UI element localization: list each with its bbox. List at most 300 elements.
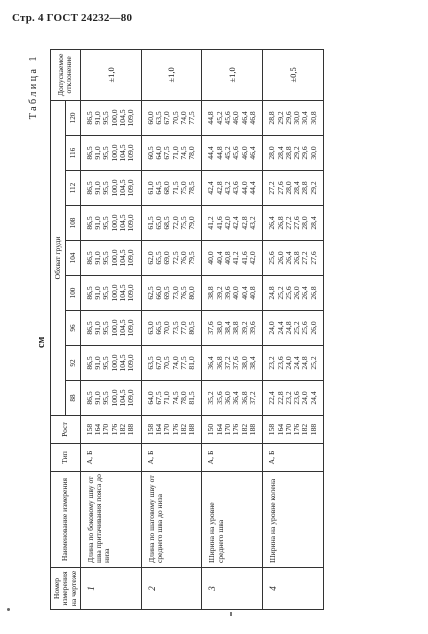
value: 74,0 xyxy=(178,111,188,125)
value: 72,5 xyxy=(170,251,180,265)
value: 76,0 xyxy=(178,251,188,265)
tolerance-cell: ±1,0 xyxy=(80,49,141,100)
value: 60,0 xyxy=(145,111,155,125)
value: 71,0 xyxy=(162,391,172,405)
value: 28,0 xyxy=(300,216,310,230)
col-header-tolerance: Допускаемое отклонение xyxy=(51,49,81,100)
value: 43,2 xyxy=(247,216,257,230)
height-value: 188 xyxy=(247,423,257,436)
value: 86,5 xyxy=(84,321,94,335)
value: 64,0 xyxy=(145,391,155,405)
value: 65,0 xyxy=(153,216,163,230)
value: 28,8 xyxy=(267,111,277,125)
value: 26,0 xyxy=(275,251,285,265)
value-cell xyxy=(80,171,141,206)
value-cell xyxy=(263,171,324,206)
value: 24,4 xyxy=(292,356,302,370)
value: 95,5 xyxy=(101,356,111,370)
value: 67,5 xyxy=(162,146,172,160)
value: 73,0 xyxy=(170,286,180,300)
height-value: 170 xyxy=(223,423,233,436)
value: 22,8 xyxy=(275,391,285,405)
value-cell xyxy=(141,241,202,276)
value: 104,5 xyxy=(118,144,128,162)
value: 40,8 xyxy=(247,286,257,300)
value: 104,5 xyxy=(118,319,128,337)
value-cell xyxy=(263,381,324,416)
value: 91,0 xyxy=(93,111,103,125)
value: 95,5 xyxy=(101,321,111,335)
value: 100,0 xyxy=(109,389,119,407)
value: 77,5 xyxy=(187,111,197,125)
value: 36,4 xyxy=(231,391,241,405)
height-value: 170 xyxy=(101,423,111,436)
value: 27,6 xyxy=(292,216,302,230)
table-row xyxy=(202,49,263,609)
value: 80,0 xyxy=(187,286,197,300)
value: 28,0 xyxy=(283,181,293,195)
value: 36,4 xyxy=(206,356,216,370)
size-table xyxy=(50,49,324,610)
value: 29,2 xyxy=(275,111,285,125)
value-cell xyxy=(141,311,202,346)
value: 86,5 xyxy=(84,391,94,405)
value: 91,0 xyxy=(93,146,103,160)
value: 69,5 xyxy=(162,286,172,300)
value: 104,5 xyxy=(118,249,128,267)
value: 73,5 xyxy=(170,321,180,335)
height-value: 176 xyxy=(292,423,302,436)
value: 104,5 xyxy=(118,179,128,197)
value: 71,5 xyxy=(170,181,180,195)
height-value: 150 xyxy=(206,423,216,436)
value: 63,5 xyxy=(153,111,163,125)
value: 100,0 xyxy=(109,109,119,127)
value: 42,0 xyxy=(223,216,233,230)
value: 29,6 xyxy=(300,146,310,160)
height-value: 182 xyxy=(239,423,249,436)
value: 25,6 xyxy=(300,321,310,335)
value: 109,0 xyxy=(126,214,136,232)
value-cell xyxy=(202,311,263,346)
value-cell xyxy=(263,311,324,346)
value-cell xyxy=(202,346,263,381)
value-cell xyxy=(202,100,263,135)
value: 24,0 xyxy=(267,321,277,335)
value: 46,8 xyxy=(247,111,257,125)
value: 44,8 xyxy=(206,111,216,125)
value: 41,6 xyxy=(239,251,249,265)
height-value: 176 xyxy=(109,423,119,436)
value: 79,5 xyxy=(187,251,197,265)
value: 28,4 xyxy=(275,146,285,160)
value: 29,2 xyxy=(292,146,302,160)
value: 38,0 xyxy=(214,321,224,335)
value: 74,5 xyxy=(170,391,180,405)
value: 60,5 xyxy=(145,146,155,160)
height-value: 164 xyxy=(275,423,285,436)
height-value: 182 xyxy=(118,423,128,436)
value: 61,5 xyxy=(145,216,155,230)
value: 24,4 xyxy=(308,391,318,405)
value-cell xyxy=(263,276,324,311)
value: 78,0 xyxy=(178,391,188,405)
value: 109,0 xyxy=(126,249,136,267)
value: 38,8 xyxy=(206,286,216,300)
chest-size: 100 xyxy=(65,276,80,311)
value: 30,0 xyxy=(308,146,318,160)
value: 26,4 xyxy=(267,216,277,230)
value: 36,8 xyxy=(214,356,224,370)
value: 104,5 xyxy=(118,214,128,232)
value: 30,8 xyxy=(308,111,318,125)
value: 104,5 xyxy=(118,354,128,372)
col-header-name: Наименование измерения xyxy=(51,472,81,568)
value: 38,4 xyxy=(247,356,257,370)
value: 95,5 xyxy=(101,216,111,230)
value: 71,0 xyxy=(170,146,180,160)
measurement-name: Длина по шаговому шву от среднего шва до низа xyxy=(141,472,202,568)
value: 39,6 xyxy=(247,321,257,335)
value: 37,2 xyxy=(247,391,257,405)
value-cell xyxy=(202,381,263,416)
value: 62,0 xyxy=(145,251,155,265)
measurement-number: 2 xyxy=(141,568,202,610)
value: 70,5 xyxy=(162,356,172,370)
value: 104,5 xyxy=(118,109,128,127)
value: 95,5 xyxy=(101,146,111,160)
chest-size: 104 xyxy=(65,241,80,276)
value: 86,5 xyxy=(84,251,94,265)
value: 40,4 xyxy=(214,251,224,265)
value: 43,2 xyxy=(223,181,233,195)
value: 77,5 xyxy=(178,356,188,370)
value: 95,5 xyxy=(101,391,111,405)
value: 25,2 xyxy=(292,321,302,335)
value: 42,4 xyxy=(206,181,216,195)
value: 63,0 xyxy=(145,321,155,335)
value-cell xyxy=(202,276,263,311)
value: 24,4 xyxy=(275,321,285,335)
value: 95,5 xyxy=(101,286,111,300)
chest-size: 108 xyxy=(65,206,80,241)
value: 23,2 xyxy=(283,391,293,405)
chest-size: 88 xyxy=(65,381,80,416)
height-value: 182 xyxy=(178,423,188,436)
value: 86,5 xyxy=(84,216,94,230)
value: 41,2 xyxy=(231,251,241,265)
value: 77,0 xyxy=(178,321,188,335)
table-caption: Таблица 1 xyxy=(28,54,39,120)
page-header: Стр. 4 ГОСТ 24232—80 xyxy=(12,12,133,24)
type-cell: А, Б xyxy=(141,444,202,472)
value: 109,0 xyxy=(126,284,136,302)
value: 28,4 xyxy=(292,181,302,195)
value: 86,5 xyxy=(84,146,94,160)
value: 40,0 xyxy=(206,251,216,265)
value: 91,0 xyxy=(93,216,103,230)
value: 43,6 xyxy=(231,181,241,195)
value: 80,5 xyxy=(187,321,197,335)
height-cell xyxy=(263,416,324,444)
value-cell xyxy=(80,276,141,311)
value-cell xyxy=(263,346,324,381)
value: 37,6 xyxy=(231,356,241,370)
height-value: 158 xyxy=(267,423,277,436)
value: 64,5 xyxy=(153,181,163,195)
height-value: 158 xyxy=(145,423,155,436)
rotated-table-block xyxy=(28,50,414,610)
value: 24,8 xyxy=(300,356,310,370)
value: 91,0 xyxy=(93,391,103,405)
value: 100,0 xyxy=(109,249,119,267)
value: 68,0 xyxy=(162,181,172,195)
value-cell xyxy=(263,100,324,135)
value: 35,6 xyxy=(214,391,224,405)
header-row xyxy=(51,49,66,609)
value: 45,2 xyxy=(214,111,224,125)
value: 86,5 xyxy=(84,356,94,370)
col-header-chest: Обхват груди xyxy=(51,100,66,415)
value: 78,0 xyxy=(187,146,197,160)
value: 100,0 xyxy=(109,179,119,197)
value-cell xyxy=(80,100,141,135)
height-value: 164 xyxy=(93,423,103,436)
value: 25,2 xyxy=(275,286,285,300)
value: 91,0 xyxy=(93,321,103,335)
value: 24,8 xyxy=(283,321,293,335)
value: 70,0 xyxy=(162,321,172,335)
value: 44,0 xyxy=(239,181,249,195)
chest-size: 112 xyxy=(65,171,80,206)
value: 24,0 xyxy=(300,391,310,405)
value: 28,4 xyxy=(308,216,318,230)
value: 69,0 xyxy=(162,251,172,265)
value-cell xyxy=(80,136,141,171)
measurement-number: 4 xyxy=(263,568,324,610)
value-cell xyxy=(202,136,263,171)
value: 36,0 xyxy=(223,391,233,405)
unit-label: см xyxy=(36,336,47,348)
value: 26,4 xyxy=(300,286,310,300)
value: 42,8 xyxy=(214,181,224,195)
value: 61,0 xyxy=(145,181,155,195)
height-cell xyxy=(202,416,263,444)
table-body xyxy=(80,49,323,609)
value: 25,6 xyxy=(267,251,277,265)
value: 65,5 xyxy=(153,251,163,265)
value: 67,0 xyxy=(162,111,172,125)
value-cell xyxy=(80,241,141,276)
value: 81,0 xyxy=(187,356,197,370)
value: 75,5 xyxy=(178,216,188,230)
value-cell xyxy=(202,171,263,206)
value: 40,4 xyxy=(239,286,249,300)
value: 75,0 xyxy=(178,181,188,195)
value: 44,8 xyxy=(214,146,224,160)
value-cell xyxy=(141,346,202,381)
value-cell xyxy=(141,171,202,206)
value: 45,6 xyxy=(223,111,233,125)
value-cell xyxy=(202,241,263,276)
value: 86,5 xyxy=(84,181,94,195)
value: 39,2 xyxy=(214,286,224,300)
value: 46,0 xyxy=(239,146,249,160)
tolerance-cell: ±1,0 xyxy=(141,49,202,100)
value-cell xyxy=(141,381,202,416)
value: 36,8 xyxy=(239,391,249,405)
value: 100,0 xyxy=(109,284,119,302)
value: 70,5 xyxy=(170,111,180,125)
value: 62,5 xyxy=(145,286,155,300)
value: 104,5 xyxy=(118,389,128,407)
value: 79,0 xyxy=(187,216,197,230)
value: 68,5 xyxy=(162,216,172,230)
height-value: 188 xyxy=(308,423,318,436)
value: 91,0 xyxy=(93,251,103,265)
value: 26,0 xyxy=(308,321,318,335)
value: 76,5 xyxy=(178,286,188,300)
value-cell xyxy=(80,346,141,381)
value: 100,0 xyxy=(109,214,119,232)
height-value: 176 xyxy=(170,423,180,436)
value-cell xyxy=(263,136,324,171)
value: 30,0 xyxy=(292,111,302,125)
value: 46,4 xyxy=(247,146,257,160)
value: 95,5 xyxy=(101,181,111,195)
value: 44,4 xyxy=(206,146,216,160)
value: 27,6 xyxy=(308,251,318,265)
value-cell xyxy=(263,241,324,276)
value: 72,0 xyxy=(170,216,180,230)
value: 46,4 xyxy=(239,111,249,125)
value: 30,4 xyxy=(300,111,310,125)
value: 109,0 xyxy=(126,144,136,162)
height-value: 164 xyxy=(214,423,224,436)
value: 27,2 xyxy=(300,251,310,265)
value: 41,2 xyxy=(206,216,216,230)
value: 39,2 xyxy=(239,321,249,335)
measurement-number: 1 xyxy=(80,568,141,610)
value: 37,6 xyxy=(206,321,216,335)
value: 27,6 xyxy=(275,181,285,195)
height-value: 176 xyxy=(231,423,241,436)
value: 37,2 xyxy=(223,356,233,370)
height-value: 158 xyxy=(84,423,94,436)
value: 28,0 xyxy=(267,146,277,160)
value: 74,0 xyxy=(170,356,180,370)
value: 41,6 xyxy=(214,216,224,230)
value: 26,8 xyxy=(292,251,302,265)
value: 66,5 xyxy=(153,321,163,335)
value: 63,5 xyxy=(145,356,155,370)
value: 23,2 xyxy=(267,356,277,370)
value: 100,0 xyxy=(109,319,119,337)
value: 23,6 xyxy=(292,391,302,405)
value-cell xyxy=(80,206,141,241)
chest-size: 92 xyxy=(65,346,80,381)
value: 22,4 xyxy=(267,391,277,405)
value: 26,8 xyxy=(275,216,285,230)
value: 45,2 xyxy=(223,146,233,160)
measurement-number: 3 xyxy=(202,568,263,610)
value: 24,0 xyxy=(283,356,293,370)
value: 100,0 xyxy=(109,144,119,162)
measurement-name: Ширина на уровне колена xyxy=(263,472,324,568)
value: 44,4 xyxy=(247,181,257,195)
value: 91,0 xyxy=(93,181,103,195)
chest-size: 96 xyxy=(65,311,80,346)
value-cell xyxy=(141,136,202,171)
height-value: 182 xyxy=(300,423,310,436)
value-cell xyxy=(141,276,202,311)
value: 109,0 xyxy=(126,319,136,337)
col-header-num: Номер измерения на чертеже xyxy=(51,568,81,610)
value: 67,5 xyxy=(153,391,163,405)
value: 35,2 xyxy=(206,391,216,405)
value: 86,5 xyxy=(84,111,94,125)
value: 86,5 xyxy=(84,286,94,300)
measurement-name: Длина по боковому шву от шва притачивания пояса до низа xyxy=(80,472,141,568)
height-value: 188 xyxy=(187,423,197,436)
value: 42,8 xyxy=(239,216,249,230)
value: 23,6 xyxy=(275,356,285,370)
col-header-height: Рост xyxy=(51,416,81,444)
value: 40,0 xyxy=(231,286,241,300)
measurement-name: Ширина на уровне среднего шва xyxy=(202,472,263,568)
value: 78,5 xyxy=(187,181,197,195)
value: 38,8 xyxy=(231,321,241,335)
table-row xyxy=(141,49,202,609)
value: 100,0 xyxy=(109,354,119,372)
height-cell xyxy=(141,416,202,444)
value: 91,0 xyxy=(93,286,103,300)
value: 29,6 xyxy=(283,111,293,125)
tolerance-cell: ±0,5 xyxy=(263,49,324,100)
value: 26,8 xyxy=(308,286,318,300)
type-cell: А, Б xyxy=(202,444,263,472)
value: 39,6 xyxy=(223,286,233,300)
col-header-type: Тип xyxy=(51,444,81,472)
value: 104,5 xyxy=(118,284,128,302)
table-row xyxy=(80,49,141,609)
value: 28,8 xyxy=(300,181,310,195)
value: 95,5 xyxy=(101,251,111,265)
height-value: 188 xyxy=(126,423,136,436)
value: 27,2 xyxy=(267,181,277,195)
value-cell xyxy=(141,100,202,135)
scan-mark xyxy=(7,608,10,611)
value: 67,0 xyxy=(153,356,163,370)
value-cell xyxy=(141,206,202,241)
value: 109,0 xyxy=(126,389,136,407)
value: 40,8 xyxy=(223,251,233,265)
value: 109,0 xyxy=(126,179,136,197)
type-cell: А, Б xyxy=(80,444,141,472)
height-value: 170 xyxy=(162,423,172,436)
value: 46,0 xyxy=(231,111,241,125)
value: 38,0 xyxy=(239,356,249,370)
value: 109,0 xyxy=(126,354,136,372)
value: 45,6 xyxy=(231,146,241,160)
value-cell xyxy=(263,206,324,241)
table-row xyxy=(263,49,324,609)
value: 26,0 xyxy=(292,286,302,300)
value: 81,5 xyxy=(187,391,197,405)
height-value: 164 xyxy=(153,423,163,436)
value: 25,6 xyxy=(283,286,293,300)
height-value: 170 xyxy=(283,423,293,436)
